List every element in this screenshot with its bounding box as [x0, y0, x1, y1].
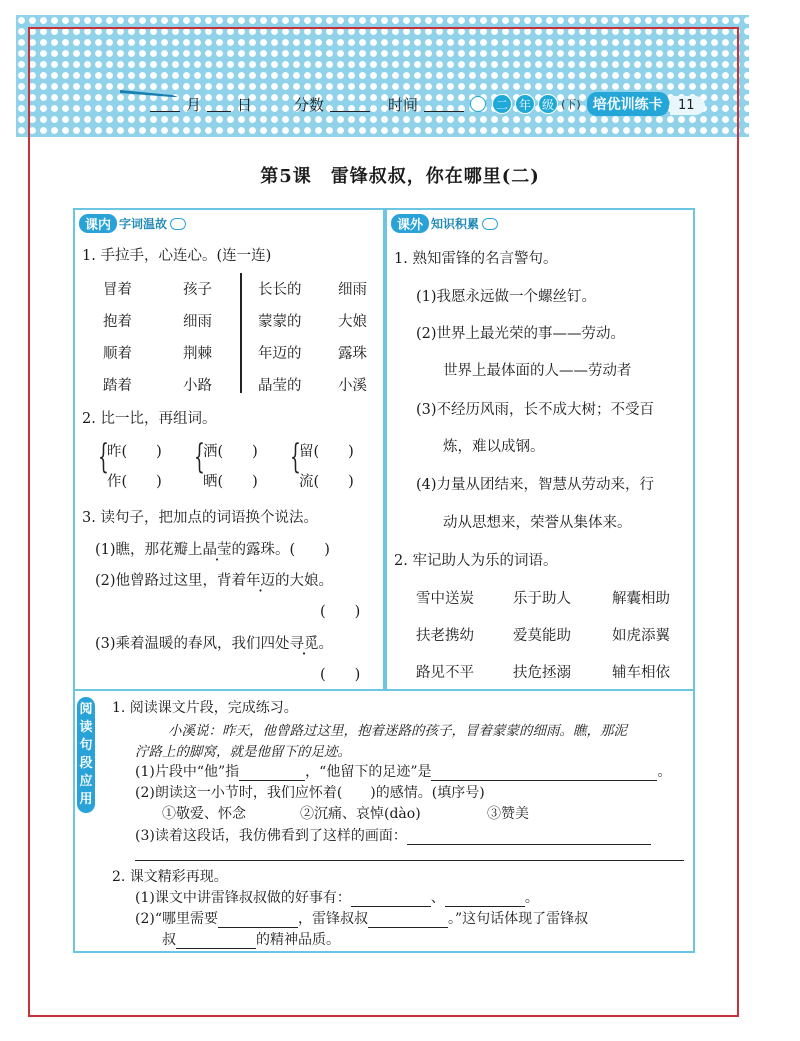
- sentence-2-text: (2)他曾路过这里，背着: [95, 573, 247, 589]
- idiom-1-3: 解囊相助: [612, 591, 670, 607]
- header-fields: [150, 92, 669, 116]
- brace-1: {: [98, 437, 109, 477]
- practice-3-blank[interactable]: [407, 830, 651, 845]
- brace-2: {: [194, 437, 205, 477]
- pair-2a[interactable]: 洒( ): [203, 444, 258, 460]
- quote-1: (1)我愿永远做一个螺丝钉。: [416, 289, 597, 305]
- idiom-2-3: 如虎添翼: [612, 628, 670, 644]
- recall-2-cont: [162, 929, 340, 949]
- section-tag-extra: [391, 214, 498, 233]
- time-label: 时间: [388, 95, 419, 114]
- practice-3: [135, 825, 651, 845]
- pair-1a[interactable]: 昨( ): [107, 444, 162, 460]
- sentence-3-end: 。: [318, 636, 334, 652]
- recall-1-end: 。: [524, 890, 539, 906]
- quote-4a: (4)力量从团结来，智慧从劳动来，行: [416, 477, 655, 493]
- match-left-3b[interactable]: 荆棘: [183, 346, 212, 362]
- idiom-3-2: 扶危拯溺: [513, 665, 571, 681]
- day-blank[interactable]: [207, 97, 231, 112]
- month-blank[interactable]: [150, 97, 180, 112]
- idiom-2-2: 爱莫能助: [513, 628, 571, 644]
- match-right-1a[interactable]: 长长的: [258, 282, 302, 298]
- pair-3a[interactable]: 留( ): [299, 444, 354, 460]
- grade-unit: 级: [538, 94, 558, 114]
- sentence-3: [95, 632, 333, 653]
- dotted-word-3: 寻觅: [289, 636, 319, 652]
- match-left-3a[interactable]: 顺着: [103, 346, 132, 362]
- section-tag-in-class: [79, 214, 186, 233]
- left-q2: 2. 比一比，再组词。: [82, 411, 217, 427]
- brand-label: 培优训练卡: [587, 92, 669, 116]
- idiom-2-1: 扶老携幼: [416, 628, 474, 644]
- match-right-2b[interactable]: 大娘: [338, 314, 367, 330]
- option-1[interactable]: ①敬爱、怀念: [162, 806, 246, 822]
- recall-2-text-d: 叔: [162, 932, 176, 948]
- quote-3b: 炼，难以成钢。: [443, 439, 545, 455]
- quote-4b: 动从思想来，荣誉从集体来。: [443, 515, 632, 531]
- left-q1: 1. 手拉手，心连心。(连一连): [82, 248, 272, 264]
- recall-2-text-b: ，雷锋叔叔: [298, 911, 368, 927]
- sentence-2: [95, 569, 333, 590]
- dotted-word-1: 晶莹: [202, 542, 232, 558]
- option-2[interactable]: ②沉痛、哀悼(dào): [300, 806, 421, 822]
- quote-2b: 世界上最体面的人——劳动者: [443, 363, 632, 379]
- sentence-3-text: (3)乘着温暖的春风，我们四处: [95, 636, 290, 652]
- practice-2[interactable]: (2)朗读这一小节时，我们应怀着( )的感情。(填序号): [135, 785, 485, 801]
- bottom-q1: 1. 阅读课文片段，完成练习。: [112, 700, 298, 716]
- practice-3-text: (3)读着这段话，我仿佛看到了这样的画面：: [135, 828, 407, 844]
- practice-1-text-a: (1)片段中“他”指: [135, 764, 240, 780]
- time-blank[interactable]: [424, 97, 464, 112]
- month-label: 月: [186, 95, 202, 114]
- practice-1: [135, 761, 671, 781]
- grade-badge: [492, 94, 581, 114]
- recall-1-text: (1)课文中讲雷锋叔叔做的好事有：: [135, 890, 351, 906]
- side-tag-reading: 阅读句段应用: [77, 697, 95, 813]
- sentence-1: [95, 538, 330, 559]
- practice-1-blank-a[interactable]: [239, 766, 305, 781]
- grade-word: 年: [515, 94, 535, 114]
- recall-2-text-c: 。”这句话体现了雷锋叔: [448, 911, 589, 927]
- match-right-3b[interactable]: 露珠: [338, 346, 367, 362]
- idiom-1-1: 雪中送炭: [416, 591, 474, 607]
- practice-1-text-b: ，“他留下的足迹”是: [305, 764, 432, 780]
- score-blank[interactable]: [330, 97, 370, 112]
- match-divider: [240, 273, 242, 393]
- right-q2: 2. 牢记助人为乐的词语。: [394, 553, 558, 569]
- lesson-title: 第5课 雷锋叔叔，你在哪里(二): [260, 166, 540, 187]
- idiom-3-3: 辅车相依: [612, 665, 670, 681]
- cloud-icon: [170, 218, 186, 230]
- practice-1-blank-b[interactable]: [431, 766, 657, 781]
- grade-number: 二: [492, 94, 512, 114]
- recall-2-blank-b[interactable]: [368, 913, 448, 928]
- match-right-4b[interactable]: 小溪: [338, 378, 367, 394]
- term-label: (下): [561, 98, 581, 111]
- match-left-2b[interactable]: 细雨: [183, 314, 212, 330]
- quote-3a: (3)不经历风雨，长不成大树；不受百: [416, 402, 655, 418]
- pair-1b[interactable]: 作( ): [107, 474, 162, 490]
- cloud-icon: [482, 218, 498, 230]
- tag-text: 知识积累: [431, 217, 480, 231]
- answer-paren-3[interactable]: ( ): [320, 667, 361, 683]
- pair-2b[interactable]: 晒( ): [203, 474, 258, 490]
- match-left-4a[interactable]: 踏着: [103, 378, 132, 394]
- match-left-2a[interactable]: 抱着: [103, 314, 132, 330]
- bottom-q2: 2. 课文精彩再现。: [112, 869, 228, 885]
- page-number: 11: [670, 96, 705, 115]
- recall-1-blank-a[interactable]: [351, 892, 431, 907]
- idiom-3-1: 路见不平: [416, 665, 474, 681]
- recall-2-text-e: 的精神品质。: [256, 932, 340, 948]
- match-right-2a[interactable]: 蒙蒙的: [258, 314, 302, 330]
- left-q3: 3. 读句子，把加点的词语换个说法。: [82, 510, 318, 526]
- quote-2a: (2)世界上最光荣的事——劳动。: [416, 326, 626, 342]
- recall-1-separator: 、: [430, 890, 445, 906]
- sentence-1-text: (1)瞧，那花瓣上: [95, 542, 203, 558]
- match-right-1b[interactable]: 细雨: [338, 282, 367, 298]
- dotted-word-2: 年迈: [246, 573, 276, 589]
- recall-2: [135, 908, 588, 928]
- right-q1: 1. 熟知雷锋的名言警句。: [394, 251, 558, 267]
- day-label: 日: [237, 95, 253, 114]
- practice-3-blank-line-2[interactable]: [135, 860, 684, 861]
- passage-line-2: 泞路上的脚窝，就是他留下的足迹。: [135, 744, 351, 760]
- tag-label: 课内: [79, 214, 117, 233]
- match-left-1b[interactable]: 孩子: [183, 282, 212, 298]
- practice-1-end: 。: [657, 764, 672, 780]
- match-right-3a[interactable]: 年迈的: [258, 346, 302, 362]
- answer-paren-2[interactable]: ( ): [320, 604, 361, 620]
- passage-line-1: 小溪说：昨天，他曾路过这里，抱着迷路的孩子，冒着蒙蒙的细雨。瞧，那泥: [168, 723, 627, 739]
- tag-label: 课外: [391, 214, 429, 233]
- recall-1: [135, 887, 539, 907]
- match-right-4a[interactable]: 晶莹的: [258, 378, 302, 394]
- sentence-2-end: 的大娘。: [275, 573, 334, 589]
- recall-1-blank-b[interactable]: [445, 892, 525, 907]
- recall-2-text-a: (2)“哪里需要: [135, 911, 218, 927]
- match-left-4b[interactable]: 小路: [183, 378, 212, 394]
- pair-3b[interactable]: 流( ): [299, 474, 354, 490]
- brace-3: {: [290, 437, 301, 477]
- sentence-1-end[interactable]: 的露珠。( ): [231, 542, 330, 558]
- idiom-1-2: 乐于助人: [513, 591, 571, 607]
- clock-icon: [470, 96, 486, 112]
- tag-text: 字词温故: [119, 217, 168, 231]
- match-left-1a[interactable]: 冒着: [103, 282, 132, 298]
- option-3[interactable]: ③赞美: [487, 806, 529, 822]
- score-label: 分数: [294, 95, 325, 114]
- recall-2-blank-a[interactable]: [218, 913, 298, 928]
- recall-2-blank-c[interactable]: [176, 934, 256, 949]
